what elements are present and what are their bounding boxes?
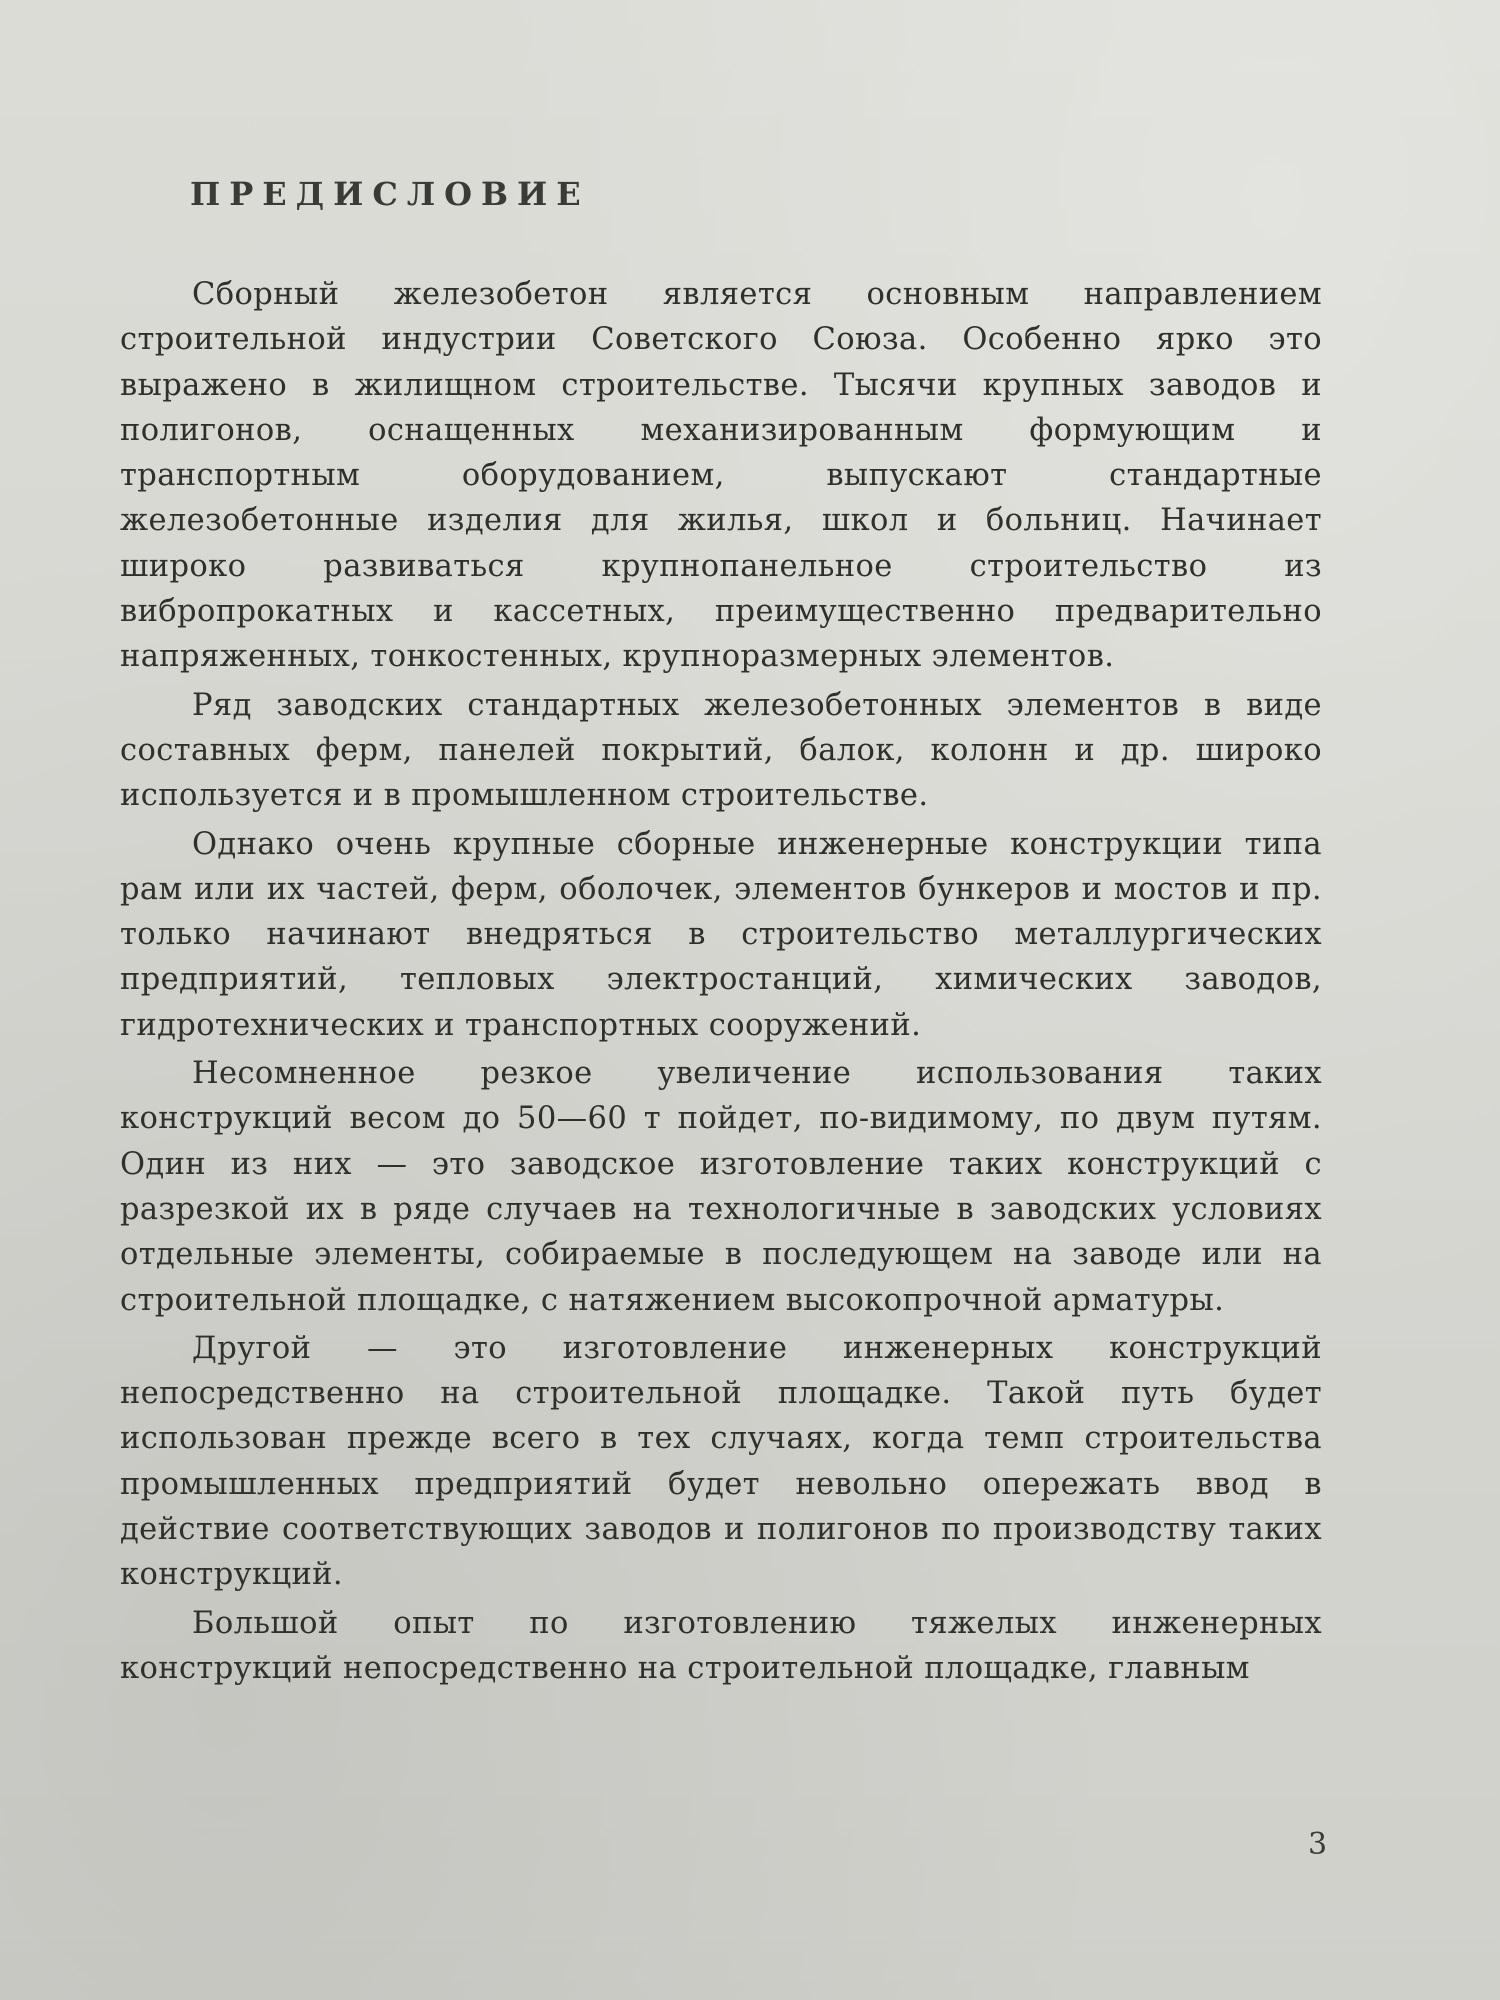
page-number: 3 xyxy=(1308,1827,1328,1862)
paragraph: Сборный железобетон является основным направлением строительной индустрии Советского Союза. Особенно ярко это выражено в жилищном строительстве. Тысячи крупных заводов и полигонов, оснащенных механизированным формующим и транспортным оборудованием, выпускают стандартные железобетонные изделия для жилья, школ и больниц. Начинает широко развиваться крупнопанельное строительство из вибропрокатных и кассетных, преимущественно предварительно напряженных, тонкостенных, крупноразмерных элементов. xyxy=(120,277,1322,675)
page-title: ПРЕДИСЛОВИЕ xyxy=(190,175,590,213)
paragraph: Другой — это изготовление инженерных конструкций непосредственно на строительной площадке. Такой путь будет использован прежде всего в тех случаях, когда темп строительства промышленных предприятий будет невольно опережать ввод в действие соответствующих заводов и полигонов по производству таких конструкций. xyxy=(120,1330,1322,1593)
preface-body xyxy=(120,272,1322,1691)
paragraph: Ряд заводских стандартных железобетонных элементов в виде составных ферм, панелей покрытий, балок, колонн и др. широко используется и в промышленном строительстве. xyxy=(120,687,1322,814)
paragraph: Однако очень крупные сборные инженерные конструкции типа рам или их частей, ферм, оболочек, элементов бункеров и мостов и пр. только начинают внедряться в строительство металлургических предприятий, тепловых электростанций, химических заводов, гидротехнических и транспортных сооружений. xyxy=(120,826,1322,1043)
paragraph: Большой опыт по изготовлению тяжелых инженерных конструкций непосредственно на строительной площадке, главным xyxy=(120,1605,1322,1686)
paragraph: Несомненное резкое увеличение использования таких конструкций весом до 50—60 т пойдет, по-видимому, по двум путям. Один из них — это заводское изготовление таких конструкций с разрезкой их в ряде случаев на технологичные в заводских условиях отдельные элементы, собираемые в последующем на заводе или на строительной площадке, с натяжением высокопрочной арматуры. xyxy=(120,1056,1322,1318)
